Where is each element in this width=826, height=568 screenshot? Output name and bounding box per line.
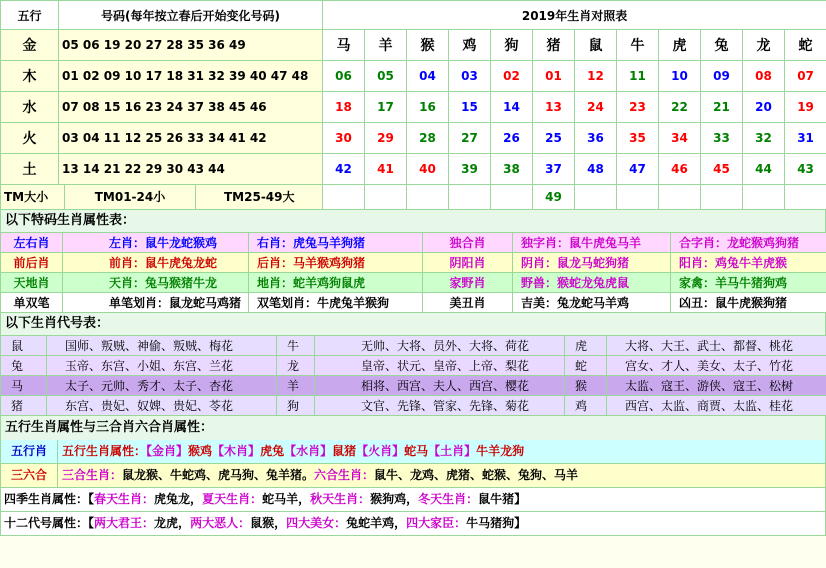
item-key: 夏天生肖：: [202, 492, 263, 506]
zodiac-number-goat: 17: [365, 92, 407, 123]
zodiac-number-pig: 25: [533, 123, 575, 154]
item-value: 牛马猪狗: [466, 516, 515, 530]
zodiac-number-rooster: [449, 185, 491, 210]
zodiac-header-ox: 牛: [617, 30, 659, 61]
zodiac-number-ox: 35: [617, 123, 659, 154]
zodiac-header-snake: 蛇: [785, 30, 826, 61]
element-jin-numbers: 05 06 19 20 27 28 35 36 49: [59, 30, 323, 61]
element-mu: 木: [1, 61, 59, 92]
wuxing-row: [0, 440, 826, 464]
attr-cell: 右肖：虎兔马羊狗猪: [249, 233, 423, 253]
zodiac-number-dog: 02: [491, 61, 533, 92]
item-value: 虎兔: [260, 444, 285, 458]
zodiac-header-rat: 鼠: [575, 30, 617, 61]
item-value: 蛇马: [404, 444, 429, 458]
sanhe-row-label: 三六合: [1, 464, 58, 487]
sanhe-prefix: 三合生肖：: [62, 468, 123, 482]
code-row: [1, 336, 826, 356]
zodiac-header-tiger: 虎: [659, 30, 701, 61]
zodiac-number-dragon: 08: [743, 61, 785, 92]
special-attribute-table: [0, 232, 826, 313]
attr-cell: 天地肖: [1, 273, 63, 293]
zodiac-codes: 东宫、贵妃、奴婢、贵妃、苓花: [47, 396, 277, 416]
tm-big-label: TM25-49大: [224, 190, 295, 204]
zodiac-header-dog: 狗: [491, 30, 533, 61]
zodiac-number-rat: 12: [575, 61, 617, 92]
attr-cell: 左肖：鼠牛龙蛇猴鸡: [63, 233, 249, 253]
liuhe-text: 鼠牛、龙鸡、虎猪、蛇猴、兔狗、马羊: [374, 468, 579, 482]
zodiac-name: 猴: [565, 376, 607, 396]
section-title-element-harmony: 五行生肖属性与三合肖六合肖属性：: [0, 416, 826, 440]
zodiac-name: 兔: [1, 356, 47, 376]
item-key: 【火肖】: [356, 444, 405, 458]
sanhe-row: [0, 464, 826, 488]
zodiac-number-rabbit: 21: [701, 92, 743, 123]
zodiac-number-pig: 37: [533, 154, 575, 185]
zodiac-header-rabbit: 兔: [701, 30, 743, 61]
item-value: 兔蛇羊鸡，: [346, 516, 407, 530]
zodiac-number-dog: 38: [491, 154, 533, 185]
wuxing-row-content: [58, 440, 524, 463]
zodiac-codes: 皇帝、状元、皇帝、上帝、梨花: [315, 356, 565, 376]
element-tu: 土: [1, 154, 59, 185]
zodiac-codes: 相将、西宫、夫人、西宫、樱花: [315, 376, 565, 396]
element-jin: 金: [1, 30, 59, 61]
zodiac-number-ox: 47: [617, 154, 659, 185]
zodiac-codes: 玉帝、东宫、小姐、东宫、兰花: [47, 356, 277, 376]
zodiac-number-tiger: 46: [659, 154, 701, 185]
zodiac-number-rabbit: 45: [701, 154, 743, 185]
zodiac-number-monkey: [407, 185, 449, 210]
wuxing-items: [146, 444, 524, 458]
zodiac-code-table: [0, 335, 826, 416]
item-key: 冬天生肖：: [418, 492, 479, 506]
zodiac-number-dragon: 20: [743, 92, 785, 123]
zodiac-codes: 无帅、大将、员外、大将、荷花: [315, 336, 565, 356]
zodiac-number-dog: 26: [491, 123, 533, 154]
zodiac-codes: 大将、大王、武士、都督、桃花: [607, 336, 826, 356]
zodiac-number-rooster: 03: [449, 61, 491, 92]
zodiac-number-snake: 19: [785, 92, 826, 123]
season-items: [94, 492, 514, 506]
element-shui: 水: [1, 92, 59, 123]
zodiac-header-horse: 马: [323, 30, 365, 61]
attr-cell: 吉美：兔龙蛇马羊鸡: [513, 293, 671, 313]
attr-cell: 天肖：兔马猴猪牛龙: [63, 273, 249, 293]
zodiac-name: 狗: [277, 396, 315, 416]
item-key: 【土肖】: [428, 444, 477, 458]
wuxing-prefix: 五行生肖属性：: [62, 444, 147, 458]
attr-cell: 凶丑：鼠牛虎猴狗猪: [671, 293, 826, 313]
header-year-table: 2019年生肖对照表: [323, 1, 826, 30]
zodiac-number-rabbit: 09: [701, 61, 743, 92]
zodiac-name: 蛇: [565, 356, 607, 376]
zodiac-header-rooster: 鸡: [449, 30, 491, 61]
liuhe-prefix: 六合生肖：: [314, 468, 375, 482]
zodiac-number-dog: [491, 185, 533, 210]
zodiac-number-ox: 23: [617, 92, 659, 123]
attr-cell: 后肖：马羊猴鸡狗猪: [249, 253, 423, 273]
sanhe-text: 鼠龙猴、牛蛇鸡、虎马狗、兔羊猪。: [122, 468, 315, 482]
header-numbers: 号码(每年按立春后开始变化号码): [59, 1, 323, 30]
item-key: 春天生肖：: [94, 492, 155, 506]
element-shui-numbers: 07 08 15 16 23 24 37 38 45 46: [59, 92, 323, 123]
zodiac-number-horse: 18: [323, 92, 365, 123]
attr-row-odd-even: [1, 293, 826, 313]
element-huo-numbers: 03 04 11 12 25 26 33 34 41 42: [59, 123, 323, 154]
zodiac-name: 猪: [1, 396, 47, 416]
item-key: 秋天生肖：: [310, 492, 371, 506]
attr-cell: 阴阳肖: [423, 253, 513, 273]
season-row: 四季生肖属性：【春天生肖：虎兔龙，夏天生肖：蛇马羊，秋天生肖：猴狗鸡，冬天生肖：鼠牛猪】: [0, 488, 826, 512]
zodiac-codes: 西宫、太监、商贾、太监、桂花: [607, 396, 826, 416]
zodiac-number-goat: [365, 185, 407, 210]
attr-cell: 单笔划肖：鼠龙蛇马鸡猪: [63, 293, 249, 313]
zodiac-number-snake: [785, 185, 826, 210]
zodiac-name: 龙: [277, 356, 315, 376]
section-title-special-attributes: 以下特码生肖属性表：: [0, 210, 826, 232]
zodiac-number-dog: 14: [491, 92, 533, 123]
zodiac-number-horse: 06: [323, 61, 365, 92]
item-value: 猴鸡: [188, 444, 213, 458]
attr-cell: 家禽：羊马牛猪狗鸡: [671, 273, 826, 293]
zodiac-number-rat: 36: [575, 123, 617, 154]
item-value: 鼠猪: [332, 444, 357, 458]
zodiac-number-horse: 42: [323, 154, 365, 185]
twelve-codes-items: [94, 516, 514, 530]
element-tu-numbers: 13 14 21 22 29 30 43 44: [59, 154, 323, 185]
item-value: 蛇马羊，: [262, 492, 311, 506]
zodiac-number-tiger: [659, 185, 701, 210]
zodiac-number-tiger: 34: [659, 123, 701, 154]
zodiac-number-table: [0, 0, 826, 210]
wuxing-row-label: 五行肖: [1, 440, 58, 463]
zodiac-header-monkey: 猴: [407, 30, 449, 61]
zodiac-number-monkey: 04: [407, 61, 449, 92]
zodiac-header-goat: 羊: [365, 30, 407, 61]
attr-cell: 双笔划肖：牛虎兔羊猴狗: [249, 293, 423, 313]
zodiac-number-dragon: [743, 185, 785, 210]
zodiac-header-dragon: 龙: [743, 30, 785, 61]
zodiac-codes: 太子、元帅、秀才、太子、杏花: [47, 376, 277, 396]
item-key: 四大家臣：: [406, 516, 467, 530]
zodiac-number-monkey: 28: [407, 123, 449, 154]
zodiac-number-snake: 31: [785, 123, 826, 154]
zodiac-number-snake: 43: [785, 154, 826, 185]
zodiac-number-ox: 11: [617, 61, 659, 92]
zodiac-number-monkey: 16: [407, 92, 449, 123]
zodiac-name: 鸡: [565, 396, 607, 416]
item-key: 【水肖】: [284, 444, 333, 458]
zodiac-number-rooster: 27: [449, 123, 491, 154]
zodiac-number-goat: 05: [365, 61, 407, 92]
zodiac-number-goat: 41: [365, 154, 407, 185]
item-key: 【金肖】: [146, 444, 189, 458]
zodiac-number-monkey: 40: [407, 154, 449, 185]
attr-cell: 野兽：猴蛇龙兔虎鼠: [513, 273, 671, 293]
zodiac-number-pig: 49: [533, 185, 575, 210]
zodiac-number-horse: [323, 185, 365, 210]
tm-small-label: TM01-24小: [65, 185, 196, 209]
header-wuxing: 五行: [1, 1, 59, 30]
attr-cell: 阳肖：鸡兔牛羊虎猴: [671, 253, 826, 273]
attr-cell: 单双笔: [1, 293, 63, 313]
attr-cell: 独字肖：鼠牛虎兔马羊: [513, 233, 671, 253]
zodiac-name: 牛: [277, 336, 315, 356]
zodiac-codes: 宫女、才人、美女、太子、竹花: [607, 356, 826, 376]
attr-cell: 合字肖：龙蛇猴鸡狗猪: [671, 233, 826, 253]
item-value: 牛羊龙狗: [476, 444, 525, 458]
item-value: 猴狗鸡，: [370, 492, 419, 506]
zodiac-number-pig: 13: [533, 92, 575, 123]
item-value: 鼠牛猪: [478, 492, 515, 506]
zodiac-number-tiger: 10: [659, 61, 701, 92]
item-value: 鼠猴，: [250, 516, 287, 530]
twelve-codes-row: 十二代号属性：【两大君王：龙虎，两大恶人：鼠猴，四大美女：兔蛇羊鸡，四大家臣：牛马猪狗】: [0, 512, 826, 536]
zodiac-number-tiger: 22: [659, 92, 701, 123]
tm-size-label: TM大小: [1, 185, 65, 209]
zodiac-name: 虎: [565, 336, 607, 356]
attr-cell: 独合肖: [423, 233, 513, 253]
attr-cell: 前后肖: [1, 253, 63, 273]
zodiac-header-pig: 猪: [533, 30, 575, 61]
zodiac-codes: 国师、叛贼、神偷、叛贼、梅花: [47, 336, 277, 356]
zodiac-codes: 文官、先锋、管家、先锋、菊花: [315, 396, 565, 416]
item-key: 两大恶人：: [190, 516, 251, 530]
item-value: 虎兔龙，: [154, 492, 203, 506]
zodiac-number-horse: 30: [323, 123, 365, 154]
zodiac-number-dragon: 32: [743, 123, 785, 154]
attr-cell: 美丑肖: [423, 293, 513, 313]
attr-cell: 阴肖：鼠龙马蛇狗猪: [513, 253, 671, 273]
item-key: 【木肖】: [212, 444, 261, 458]
attr-cell: 前肖：鼠牛虎兔龙蛇: [63, 253, 249, 273]
attr-cell: 左右肖: [1, 233, 63, 253]
attr-row-left-right: [1, 233, 826, 253]
zodiac-number-ox: [617, 185, 659, 210]
zodiac-number-goat: 29: [365, 123, 407, 154]
season-label: 四季生肖属性：: [4, 492, 89, 506]
element-huo: 火: [1, 123, 59, 154]
zodiac-number-rooster: 15: [449, 92, 491, 123]
zodiac-number-dragon: 44: [743, 154, 785, 185]
attr-cell: 家野肖: [423, 273, 513, 293]
zodiac-number-rabbit: [701, 185, 743, 210]
attr-row-heaven-earth: [1, 273, 826, 293]
zodiac-number-rat: 48: [575, 154, 617, 185]
element-mu-numbers: 01 02 09 10 17 18 31 32 39 40 47 48: [59, 61, 323, 92]
zodiac-name: 马: [1, 376, 47, 396]
zodiac-number-pig: 01: [533, 61, 575, 92]
zodiac-number-rabbit: 33: [701, 123, 743, 154]
code-row: [1, 396, 826, 416]
zodiac-number-rooster: 39: [449, 154, 491, 185]
zodiac-name: 羊: [277, 376, 315, 396]
twelve-codes-label: 十二代号属性：: [4, 516, 89, 530]
item-value: 龙虎，: [154, 516, 191, 530]
zodiac-number-rat: 24: [575, 92, 617, 123]
code-row: [1, 356, 826, 376]
code-row: [1, 376, 826, 396]
zodiac-codes: 太监、寇王、游侠、寇王、松树: [607, 376, 826, 396]
sanhe-row-content: [58, 464, 578, 487]
item-key: 四大美女：: [286, 516, 347, 530]
section-title-zodiac-codes: 以下生肖代号表：: [0, 313, 826, 335]
tm-size-cell: [1, 185, 323, 210]
attr-cell: 地肖：蛇羊鸡狗鼠虎: [249, 273, 423, 293]
zodiac-number-snake: 07: [785, 61, 826, 92]
zodiac-name: 鼠: [1, 336, 47, 356]
item-key: 两大君王：: [94, 516, 155, 530]
attr-row-front-back: [1, 253, 826, 273]
zodiac-number-rat: [575, 185, 617, 210]
